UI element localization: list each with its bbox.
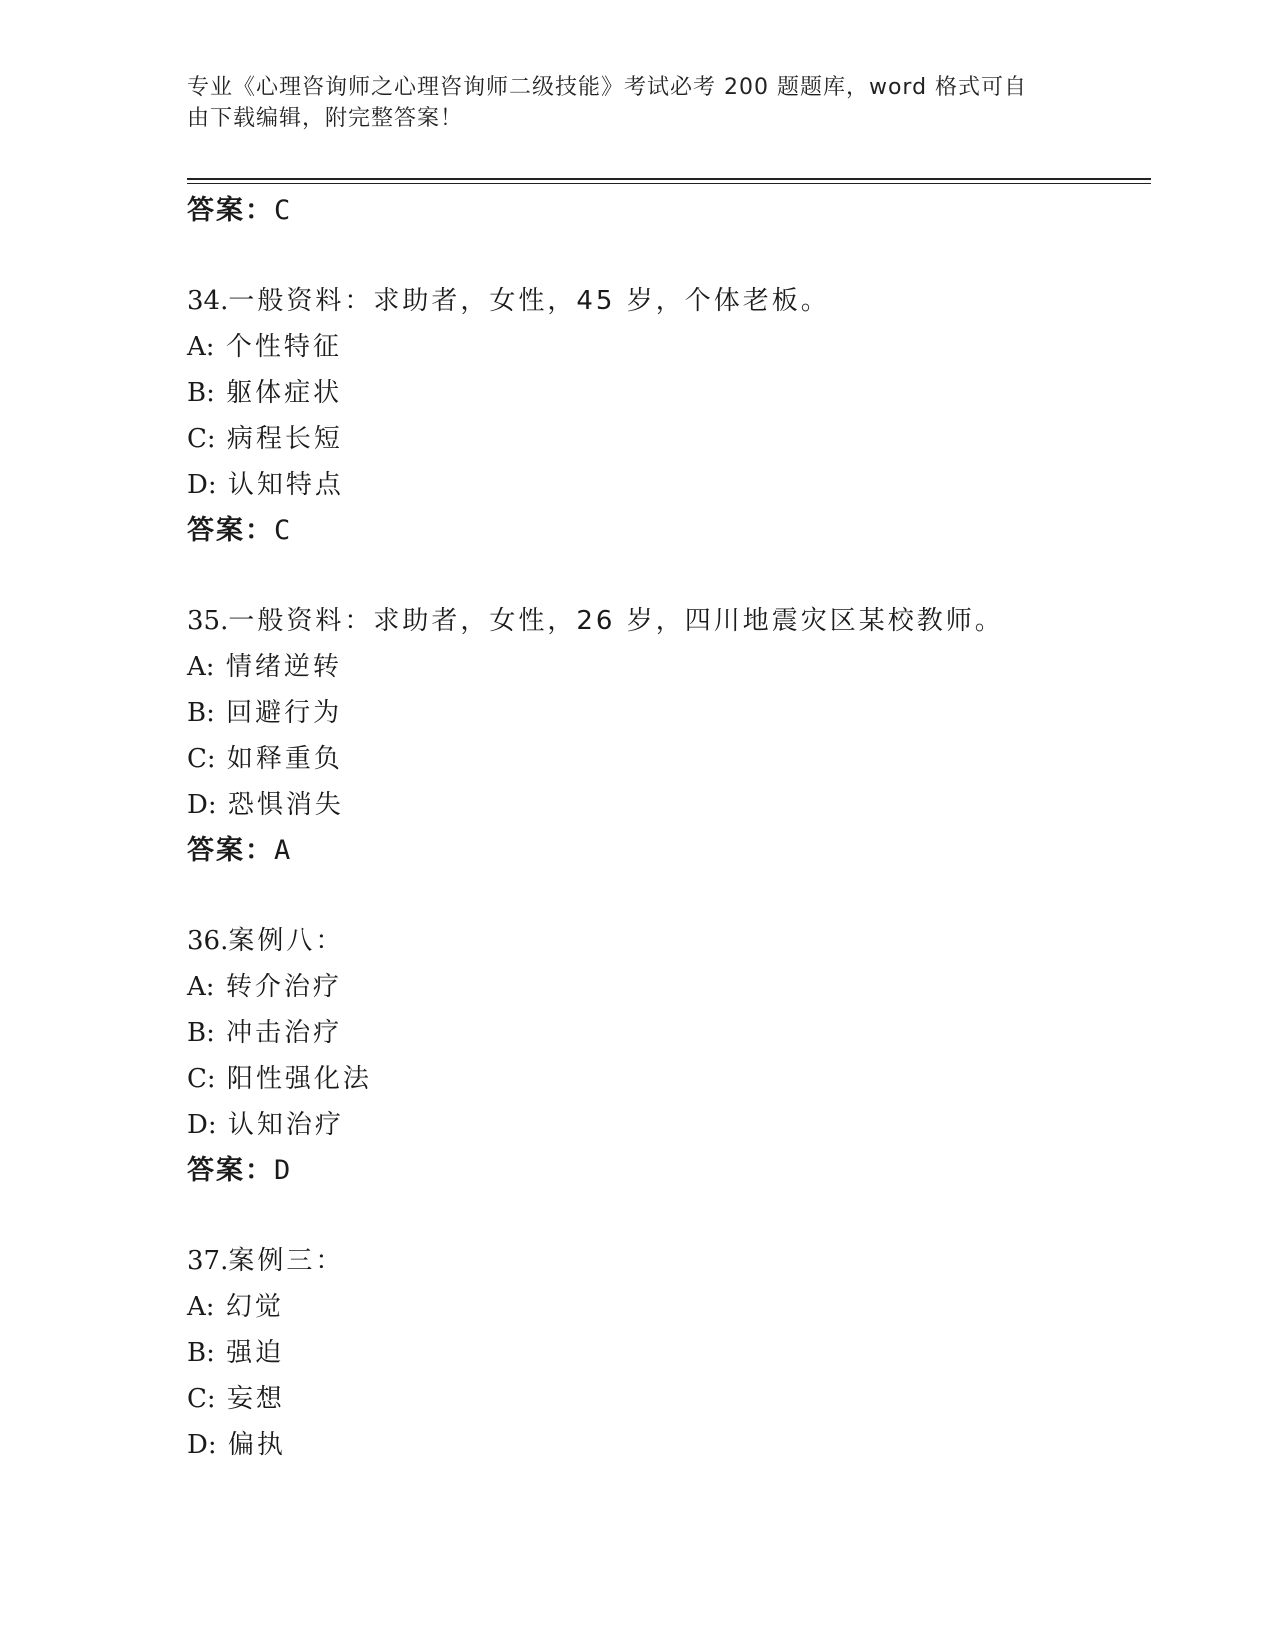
option-b — [187, 1010, 1151, 1056]
option-b — [187, 370, 1151, 416]
header-line-1: 专业《心理咨询师之心理咨询师二级技能》考试必考 200 题题库，word 格式可自 — [187, 75, 1028, 100]
option-d — [187, 1422, 1151, 1468]
option-text: 个性特征 — [225, 332, 342, 362]
answer-line — [187, 828, 1151, 874]
option-a — [187, 964, 1151, 1010]
question-list — [187, 188, 1151, 1468]
answer-line — [187, 1148, 1151, 1194]
option-label: C: — [187, 744, 216, 774]
question-block — [187, 1238, 1151, 1468]
option-b — [187, 690, 1151, 736]
header-divider-thin — [187, 183, 1151, 184]
question-block — [187, 278, 1151, 554]
option-text: 妄想 — [226, 1384, 285, 1414]
option-label: D: — [187, 790, 217, 820]
option-text: 恐惧消失 — [227, 790, 344, 820]
header-divider-thick — [187, 178, 1151, 180]
answer-label: 答案： — [187, 195, 274, 226]
answer-value: D — [274, 1155, 291, 1186]
option-c — [187, 1056, 1151, 1102]
option-label: C: — [187, 424, 216, 454]
question-stem — [187, 278, 1151, 324]
option-text: 回避行为 — [226, 698, 343, 728]
option-label: A: — [187, 332, 215, 362]
option-text: 病程长短 — [226, 424, 343, 454]
option-text: 强迫 — [226, 1338, 285, 1368]
option-text: 情绪逆转 — [225, 652, 342, 682]
option-label: A: — [187, 652, 215, 682]
option-label: B: — [187, 1018, 215, 1048]
question-stem — [187, 1238, 1151, 1284]
question-block — [187, 598, 1151, 874]
answer-value: C — [274, 515, 291, 546]
answer-label: 答案： — [187, 515, 274, 546]
question-stem — [187, 598, 1151, 644]
option-label: D: — [187, 1430, 217, 1460]
header-line-2: 由下载编辑，附完整答案！ — [187, 106, 464, 131]
option-text: 幻觉 — [225, 1292, 284, 1322]
answer-label: 答案： — [187, 835, 274, 866]
option-label: C: — [187, 1064, 216, 1094]
question-number: 35. — [187, 606, 229, 636]
option-text: 转介治疗 — [225, 972, 342, 1002]
option-label: D: — [187, 1110, 217, 1140]
question-text: 案例八： — [228, 926, 345, 956]
option-c — [187, 416, 1151, 462]
option-d — [187, 462, 1151, 508]
option-label: D: — [187, 470, 217, 500]
question-number: 37. — [187, 1246, 229, 1276]
answer-line — [187, 188, 1151, 234]
question-text: 一般资料：求助者，女性，26 岁，四川地震灾区某校教师。 — [228, 606, 1004, 636]
answer-value: A — [274, 835, 291, 866]
option-b — [187, 1330, 1151, 1376]
question-text: 一般资料：求助者，女性，45 岁，个体老板。 — [228, 286, 830, 316]
option-d — [187, 782, 1151, 828]
option-text: 认知特点 — [227, 470, 344, 500]
option-label: B: — [187, 1338, 215, 1368]
option-text: 阳性强化法 — [226, 1064, 372, 1094]
option-label: B: — [187, 378, 215, 408]
question-number: 34. — [187, 286, 229, 316]
answer-line — [187, 508, 1151, 554]
option-text: 偏执 — [227, 1430, 286, 1460]
option-d — [187, 1102, 1151, 1148]
option-label: B: — [187, 698, 215, 728]
question-text: 案例三： — [228, 1246, 345, 1276]
option-a — [187, 644, 1151, 690]
option-label: A: — [187, 1292, 215, 1322]
option-text: 冲击治疗 — [226, 1018, 343, 1048]
option-c — [187, 736, 1151, 782]
question-stem — [187, 918, 1151, 964]
option-text: 躯体症状 — [226, 378, 343, 408]
option-c — [187, 1376, 1151, 1422]
option-a — [187, 1284, 1151, 1330]
option-text: 认知治疗 — [227, 1110, 344, 1140]
option-a — [187, 324, 1151, 370]
question-block — [187, 918, 1151, 1194]
page-header — [187, 72, 1087, 134]
question-number: 36. — [187, 926, 229, 956]
option-label: C: — [187, 1384, 216, 1414]
option-text: 如释重负 — [226, 744, 343, 774]
answer-value: C — [274, 195, 291, 226]
option-label: A: — [187, 972, 215, 1002]
answer-label: 答案： — [187, 1155, 274, 1186]
